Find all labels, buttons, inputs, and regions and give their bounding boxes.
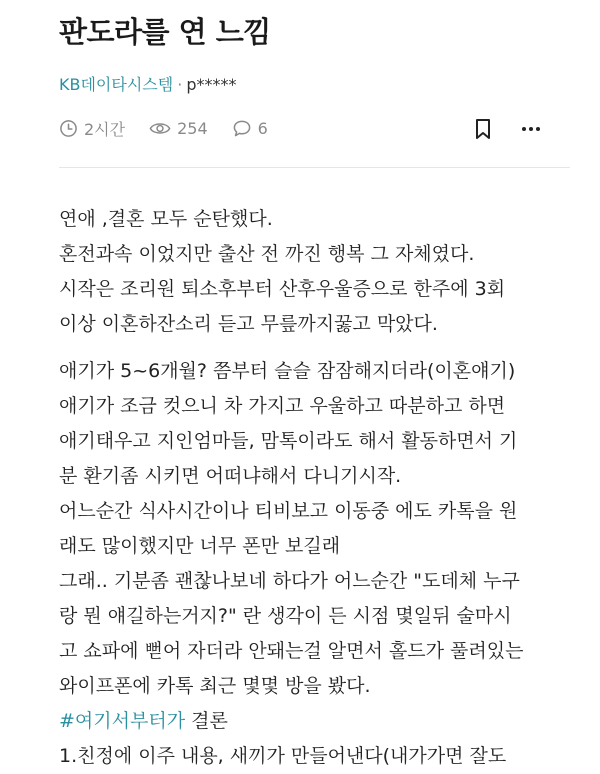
bookmark-icon <box>474 118 492 140</box>
paragraph-1 <box>59 202 579 342</box>
company-link[interactable]: KB데이타시스템 <box>59 75 174 94</box>
meta-separator: · <box>177 75 183 94</box>
more-icon <box>521 126 541 132</box>
eye-icon <box>149 119 171 138</box>
body-line: 애기태우고 지인엄마들, 맘톡이라도 해서 활동하면서 기 <box>59 430 518 452</box>
hashtag-link[interactable]: #여기서부터가 <box>59 710 186 732</box>
author-name: p***** <box>186 75 237 94</box>
comments-stat <box>232 119 268 138</box>
post-body <box>59 202 579 774</box>
comments-count: 6 <box>257 119 268 138</box>
post-title: 판도라를 연 느낌 <box>59 15 271 49</box>
post-actions <box>470 116 544 142</box>
body-line: 어느순간 식사시간이나 티비보고 이동중 에도 카톡을 원 <box>59 500 518 522</box>
body-line: 1.친정에 이주 내용, 새끼가 만들어낸다(내가가면 잘도 <box>59 745 507 767</box>
more-button[interactable] <box>518 116 544 142</box>
paragraph-2 <box>59 354 579 774</box>
body-line: 래도 많이했지만 너무 폰만 보길래 <box>59 535 341 557</box>
body-line: 시작은 조리원 퇴소후부터 산후우울증으로 한주에 3회 <box>59 278 506 300</box>
clock-icon <box>59 119 78 138</box>
comment-icon <box>232 119 252 138</box>
hashtag-line <box>59 704 579 739</box>
bookmark-button[interactable] <box>470 116 496 142</box>
body-line: 와이프폰에 카톡 최근 몇몇 방을 봤다. <box>59 675 371 697</box>
views-stat <box>149 119 208 138</box>
body-line: 고 쇼파에 뻗어 자더라 안돼는걸 알면서 홀드가 풀려있는 <box>59 640 524 662</box>
views-count: 254 <box>177 119 208 138</box>
body-line: 그래.. 기분좀 괜찮나보네 하다가 어느순간 "도데체 누구 <box>59 570 520 592</box>
body-line: 랑 뭔 얘길하는거지?" 란 생각이 든 시점 몇일뒤 술마시 <box>59 605 512 627</box>
body-line: 이상 이혼하잔소리 듣고 무릎까지꿇고 막았다. <box>59 313 438 335</box>
body-line: 분 환기좀 시키면 어떠냐해서 다니기시작. <box>59 465 402 487</box>
post-meta <box>59 72 236 95</box>
post-stats <box>59 117 292 140</box>
time-text: 2시간 <box>84 120 126 139</box>
hashtag-suffix: 결론 <box>185 710 228 732</box>
header-divider <box>59 167 570 168</box>
time-stat <box>59 117 125 140</box>
body-line: 연애 ,결혼 모두 순탄했다. <box>59 208 273 230</box>
body-line: 애기가 5~6개월? 쯤부터 슬슬 잠잠해지더라(이혼얘기) <box>59 360 516 382</box>
body-line: 혼전과속 이었지만 출산 전 까진 행복 그 자체였다. <box>59 243 475 265</box>
body-line: 애기가 조금 컷으니 차 가지고 우울하고 따분하고 하면 <box>59 395 506 417</box>
